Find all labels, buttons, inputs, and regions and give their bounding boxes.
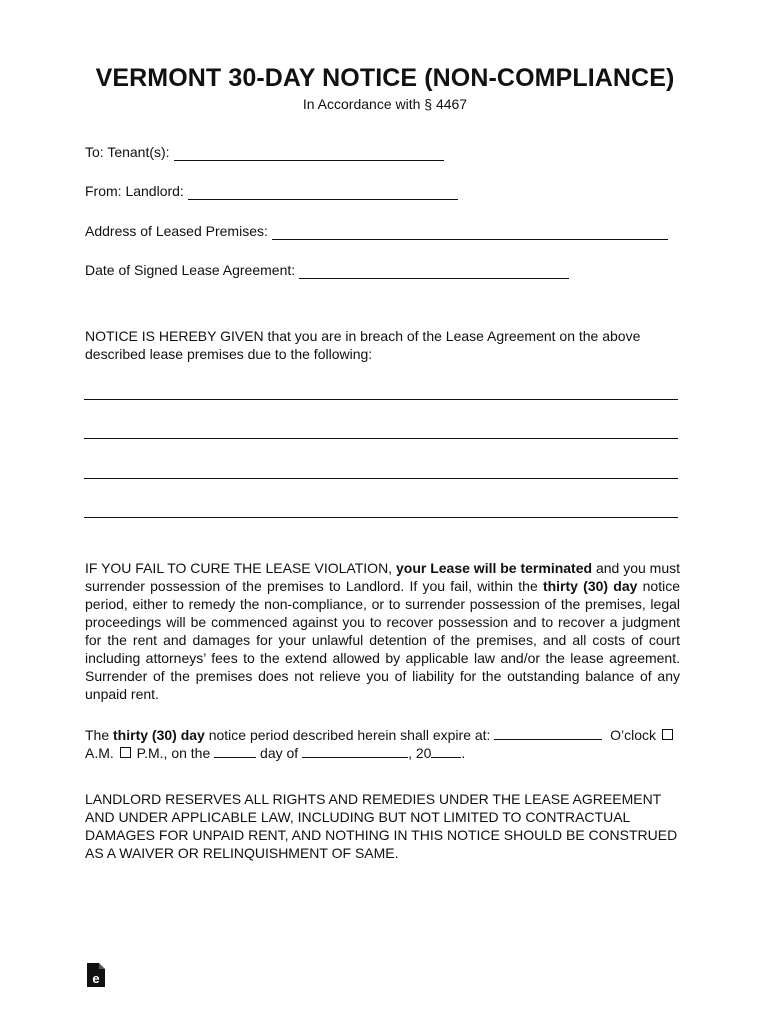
landlord-field-row — [85, 182, 458, 200]
breach-line-4[interactable] — [84, 517, 678, 518]
address-field-row — [85, 222, 668, 240]
cure-mid: and you must surrender possession of the premises to Landlord. If you fail, within the — [85, 560, 681, 594]
svg-text:e: e — [92, 971, 100, 986]
expire-bold-thirty: thirty (30) day — [113, 727, 205, 743]
landlord-label: From: Landlord: — [85, 183, 184, 199]
expire-the: The — [85, 727, 110, 743]
cure-paragraph — [85, 559, 680, 703]
lease-date-label: Date of Signed Lease Agreement: — [85, 262, 296, 278]
expire-paragraph — [85, 726, 685, 762]
am-label: A.M. — [85, 745, 114, 761]
tenant-label: To: Tenant(s): — [85, 144, 170, 160]
document-title: VERMONT 30-DAY NOTICE (NON-COMPLIANCE) — [95, 64, 675, 92]
landlord-blank[interactable] — [188, 185, 458, 200]
tenant-field-row — [85, 143, 444, 161]
lease-date-blank[interactable] — [299, 264, 569, 279]
expire-end: . — [461, 745, 466, 761]
day-of-label: day of — [260, 745, 299, 761]
expire-time-blank[interactable] — [494, 727, 602, 740]
oclock-checkbox[interactable] — [662, 729, 673, 740]
breach-line-1[interactable] — [84, 399, 678, 400]
address-label: Address of Leased Premises: — [85, 223, 268, 239]
month-blank[interactable] — [302, 745, 408, 758]
oclock-label: O’clock — [610, 727, 657, 743]
am-pm-checkbox[interactable] — [120, 747, 131, 758]
lease-date-field-row — [85, 261, 569, 279]
tenant-blank[interactable] — [174, 146, 444, 161]
day-blank[interactable] — [214, 745, 256, 758]
pm-label: P.M., on the — [136, 745, 211, 761]
cure-lead: IF YOU FAIL TO CURE THE LEASE VIOLATION, — [85, 560, 393, 576]
year-blank[interactable] — [431, 745, 461, 758]
breach-line-3[interactable] — [84, 478, 678, 479]
cure-bold-thirty: thirty (30) day — [542, 578, 638, 594]
notice-paragraph: NOTICE IS HEREBY GIVEN that you are in breach of the Lease Agreement on the above described lease premises due to the following: — [85, 328, 641, 362]
breach-line-2[interactable] — [84, 438, 678, 439]
cure-rest: notice period, either to remedy the non-compliance, or to surrender possession of the premises, legal proceedings will be commenced against you to recover possession and to recover a judgment for the rent and damages for your unlawful detention of the premises, and all costs of court including attorneys’ fees to the extend allowed by applicable law and/or the lease agreement. Surrender of the premises does not relieve you of liability for the outstanding balance of any unpaid rent. — [85, 578, 680, 702]
cure-bold-terminated: your Lease will be terminated — [395, 560, 593, 576]
address-blank[interactable] — [272, 225, 668, 240]
year-label: , 20 — [408, 745, 432, 761]
eforms-logo-icon — [85, 962, 107, 988]
reserve-paragraph: LANDLORD RESERVES ALL RIGHTS AND REMEDIES UNDER THE LEASE AGREEMENT AND UNDER APPLICABLE LAW, INCLUDING BUT NOT LIMITED TO CONTRACTUAL DAMAGES FOR UNPAID RENT, AND NOTHING IN THIS NOTICE SHOULD BE CONSTRUED AS A WAIVER OR RELINQUISHMENT OF SAME. — [85, 791, 678, 861]
expire-text: notice period described herein shall expire at: — [208, 727, 491, 743]
document-subtitle: In Accordance with § 4467 — [302, 96, 468, 112]
